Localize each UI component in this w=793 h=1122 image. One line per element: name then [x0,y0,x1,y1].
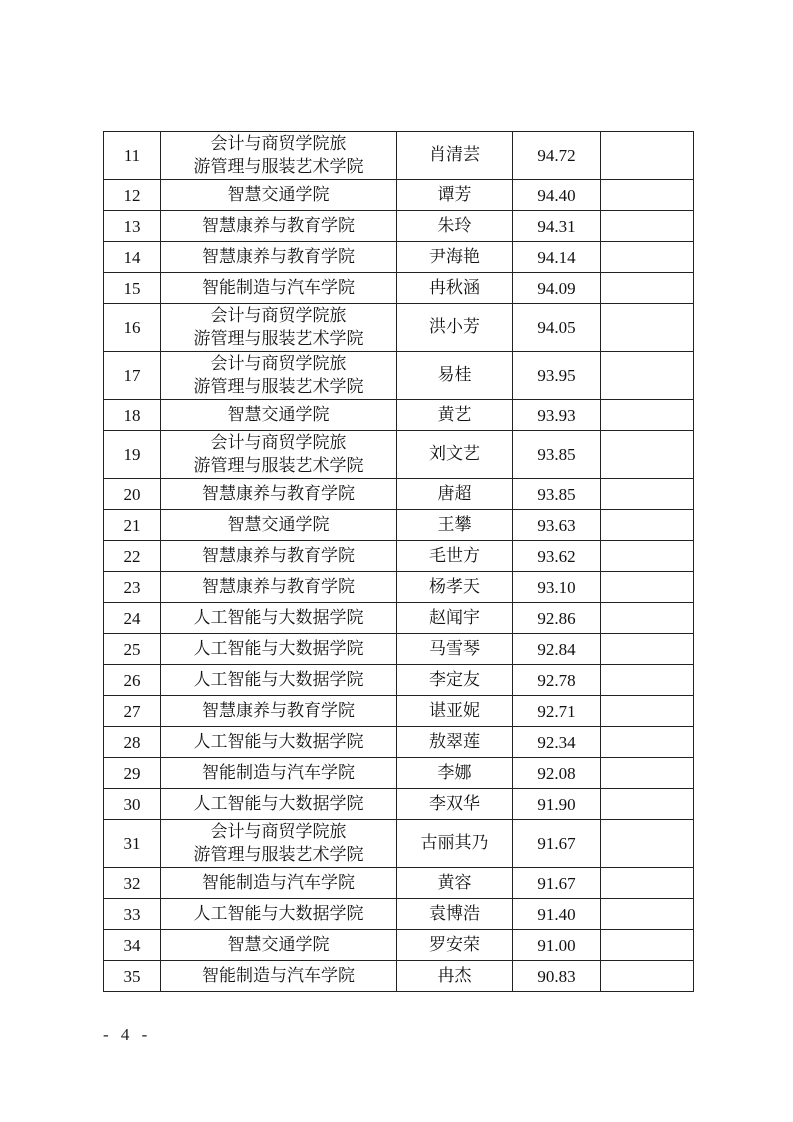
name-cell: 赵闻宇 [397,603,513,634]
college-line: 人工智能与大数据学院 [193,793,364,814]
row-number-cell: 30 [104,789,161,820]
college-cell [161,572,397,603]
table-row [104,930,694,961]
row-number-cell: 34 [104,930,161,961]
note-cell [601,930,694,961]
note-cell [601,758,694,789]
college-cell [161,180,397,211]
college-cell [161,273,397,304]
note-cell [601,634,694,665]
score-cell: 93.63 [513,510,601,541]
score-cell: 92.86 [513,603,601,634]
college-line: 人工智能与大数据学院 [193,669,364,690]
note-cell [601,961,694,992]
score-cell: 93.62 [513,541,601,572]
table-row [104,431,694,479]
score-cell: 94.40 [513,180,601,211]
table-row [104,479,694,510]
college-line: 智慧康养与教育学院 [202,545,355,566]
college-cell [161,132,397,180]
row-number-cell: 11 [104,132,161,180]
row-number-cell: 24 [104,603,161,634]
college-cell [161,242,397,273]
score-cell: 94.72 [513,132,601,180]
college-line: 智慧交通学院 [227,184,330,205]
score-cell: 92.08 [513,758,601,789]
college-line: 人工智能与大数据学院 [193,903,364,924]
college-line: 智慧交通学院 [227,404,330,425]
score-cell: 94.31 [513,211,601,242]
score-cell: 91.67 [513,820,601,868]
table-row [104,665,694,696]
score-cell: 91.67 [513,868,601,899]
score-cell: 92.71 [513,696,601,727]
note-cell [601,180,694,211]
note-cell [601,431,694,479]
score-cell: 91.00 [513,930,601,961]
college-line: 游管理与服装艺术学院 [193,844,364,865]
score-cell: 93.10 [513,572,601,603]
college-line: 游管理与服装艺术学院 [193,376,364,397]
college-cell [161,352,397,400]
table-row [104,273,694,304]
score-cell: 93.95 [513,352,601,400]
college-cell [161,510,397,541]
college-cell [161,696,397,727]
college-line: 智慧康养与教育学院 [202,483,355,504]
name-cell: 冉杰 [397,961,513,992]
table-row [104,758,694,789]
row-number-cell: 28 [104,727,161,758]
name-cell: 黄艺 [397,400,513,431]
table-row [104,634,694,665]
college-cell [161,211,397,242]
note-cell [601,242,694,273]
college-cell [161,961,397,992]
table-row [104,211,694,242]
note-cell [601,789,694,820]
row-number-cell: 18 [104,400,161,431]
name-cell: 黄容 [397,868,513,899]
college-cell [161,479,397,510]
note-cell [601,572,694,603]
row-number-cell: 35 [104,961,161,992]
college-line: 智慧交通学院 [227,514,330,535]
college-cell [161,665,397,696]
row-number-cell: 13 [104,211,161,242]
name-cell: 古丽其乃 [397,820,513,868]
note-cell [601,304,694,352]
college-line: 智能制造与汽车学院 [202,872,355,893]
college-cell [161,758,397,789]
college-line: 智慧康养与教育学院 [202,215,355,236]
name-cell: 王攀 [397,510,513,541]
college-line: 会计与商贸学院旅 [210,133,347,154]
college-line: 智慧交通学院 [227,934,330,955]
results-table [103,131,694,992]
row-number-cell: 14 [104,242,161,273]
college-cell [161,634,397,665]
college-line: 人工智能与大数据学院 [193,607,364,628]
name-cell: 朱玲 [397,211,513,242]
table-row [104,961,694,992]
row-number-cell: 32 [104,868,161,899]
row-number-cell: 31 [104,820,161,868]
note-cell [601,479,694,510]
college-line: 会计与商贸学院旅 [210,305,347,326]
name-cell: 唐超 [397,479,513,510]
name-cell: 杨孝天 [397,572,513,603]
table-row [104,541,694,572]
row-number-cell: 20 [104,479,161,510]
table-row [104,727,694,758]
table-row [104,603,694,634]
college-cell [161,727,397,758]
note-cell [601,211,694,242]
college-line: 智慧康养与教育学院 [202,576,355,597]
table-row [104,242,694,273]
college-line: 人工智能与大数据学院 [193,638,364,659]
score-cell: 92.78 [513,665,601,696]
college-cell [161,603,397,634]
score-cell: 92.84 [513,634,601,665]
score-cell: 93.85 [513,431,601,479]
name-cell: 易桂 [397,352,513,400]
row-number-cell: 12 [104,180,161,211]
row-number-cell: 23 [104,572,161,603]
college-line: 智慧康养与教育学院 [202,246,355,267]
row-number-cell: 19 [104,431,161,479]
row-number-cell: 16 [104,304,161,352]
table-row [104,868,694,899]
row-number-cell: 26 [104,665,161,696]
name-cell: 尹海艳 [397,242,513,273]
score-cell: 91.40 [513,899,601,930]
college-line: 会计与商贸学院旅 [210,821,347,842]
college-cell [161,820,397,868]
college-cell [161,541,397,572]
college-line: 会计与商贸学院旅 [210,353,347,374]
name-cell: 李娜 [397,758,513,789]
college-cell [161,431,397,479]
table-row [104,572,694,603]
table-row [104,352,694,400]
note-cell [601,541,694,572]
college-cell [161,899,397,930]
note-cell [601,665,694,696]
name-cell: 刘文艺 [397,431,513,479]
college-line: 智能制造与汽车学院 [202,277,355,298]
college-line: 人工智能与大数据学院 [193,731,364,752]
note-cell [601,603,694,634]
row-number-cell: 29 [104,758,161,789]
college-line: 智慧康养与教育学院 [202,700,355,721]
table-row [104,180,694,211]
table-row [104,789,694,820]
row-number-cell: 33 [104,899,161,930]
note-cell [601,727,694,758]
score-cell: 93.85 [513,479,601,510]
page-number: - 4 - [103,1025,152,1044]
row-number-cell: 25 [104,634,161,665]
note-cell [601,400,694,431]
score-cell: 94.05 [513,304,601,352]
name-cell: 毛世方 [397,541,513,572]
score-cell: 93.93 [513,400,601,431]
college-cell [161,789,397,820]
note-cell [601,273,694,304]
note-cell [601,868,694,899]
row-number-cell: 17 [104,352,161,400]
table-row [104,899,694,930]
table-row [104,510,694,541]
table-row [104,304,694,352]
name-cell: 袁博浩 [397,899,513,930]
name-cell: 李双华 [397,789,513,820]
college-line: 智能制造与汽车学院 [202,762,355,783]
score-cell: 91.90 [513,789,601,820]
table-row [104,400,694,431]
note-cell [601,899,694,930]
note-cell [601,696,694,727]
row-number-cell: 22 [104,541,161,572]
note-cell [601,352,694,400]
name-cell: 谌亚妮 [397,696,513,727]
college-cell [161,868,397,899]
name-cell: 马雪琴 [397,634,513,665]
table-row [104,132,694,180]
row-number-cell: 15 [104,273,161,304]
score-cell: 92.34 [513,727,601,758]
college-line: 游管理与服装艺术学院 [193,328,364,349]
score-cell: 94.14 [513,242,601,273]
college-cell [161,304,397,352]
results-table-body [104,132,694,992]
college-line: 智能制造与汽车学院 [202,965,355,986]
name-cell: 谭芳 [397,180,513,211]
note-cell [601,510,694,541]
college-line: 游管理与服装艺术学院 [193,156,364,177]
name-cell: 冉秋涵 [397,273,513,304]
name-cell: 罗安荣 [397,930,513,961]
table-row [104,696,694,727]
name-cell: 敖翠莲 [397,727,513,758]
college-cell [161,930,397,961]
row-number-cell: 21 [104,510,161,541]
score-cell: 90.83 [513,961,601,992]
note-cell [601,132,694,180]
college-line: 游管理与服装艺术学院 [193,455,364,476]
college-line: 会计与商贸学院旅 [210,432,347,453]
name-cell: 肖清芸 [397,132,513,180]
table-row [104,820,694,868]
name-cell: 洪小芳 [397,304,513,352]
row-number-cell: 27 [104,696,161,727]
score-cell: 94.09 [513,273,601,304]
name-cell: 李定友 [397,665,513,696]
college-cell [161,400,397,431]
note-cell [601,820,694,868]
